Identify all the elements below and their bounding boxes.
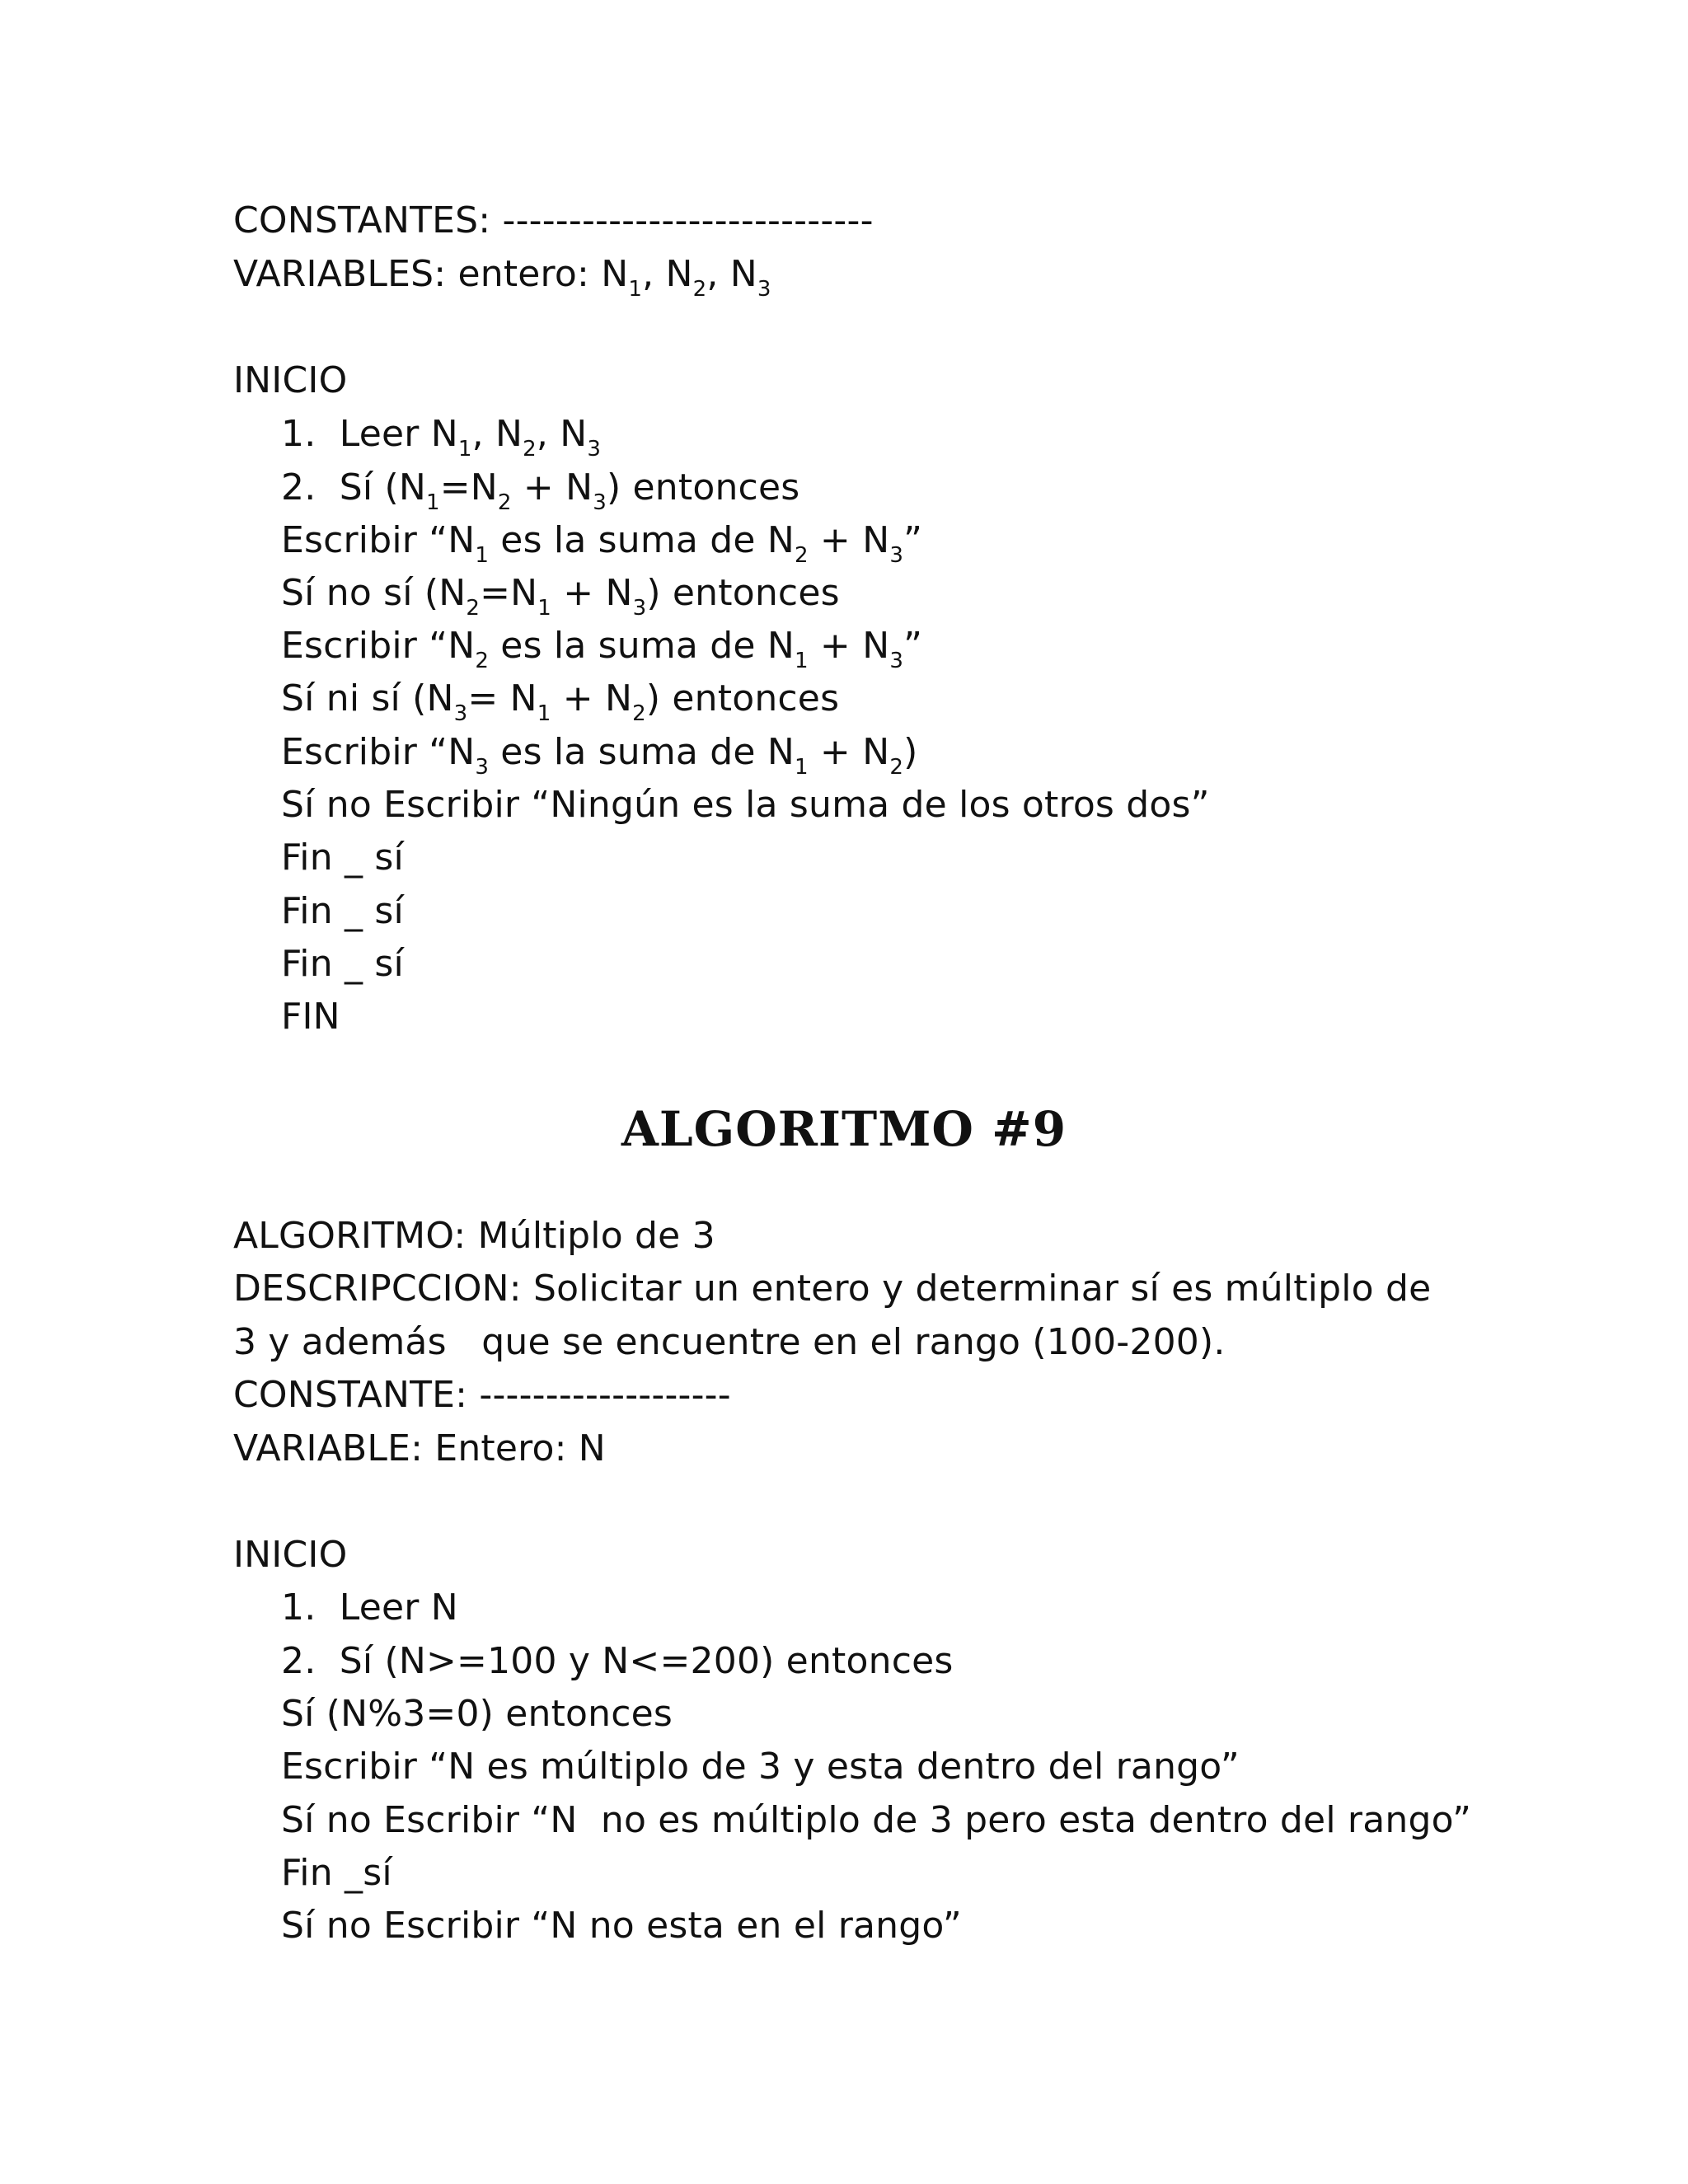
- escribir-multiplo-line: Escribir “N es múltiplo de 3 y esta dentro del rango”: [281, 1746, 1240, 1788]
- constante-line: CONSTANTE: -------------------: [233, 1374, 731, 1416]
- si-no-multiplo-line: Sí no Escribir “N no es múltiplo de 3 pero esta dentro del rango”: [281, 1799, 1472, 1841]
- descripcion-line-2: 3 y además que se encuentre en el rango (100-200).: [233, 1321, 1226, 1363]
- si-mod-line: Sí (N%3=0) entonces: [281, 1693, 673, 1735]
- fin-si-line-2: Fin _ sí: [281, 890, 404, 932]
- step-si: 2. Sí $(N_1=N_2 + N_3)$ entonces: [281, 466, 800, 515]
- escribir-line-3: Escribir “$N_3$ es la suma de $N_1 + N_2$): [281, 731, 918, 780]
- algoritmo-line: ALGORITMO: Múltiplo de 3: [233, 1215, 715, 1257]
- variable-line: VARIABLE: Entero: N: [233, 1427, 606, 1469]
- si-no-escribir-line: Sí no Escribir “Ningún es la suma de los otros dos”: [281, 784, 1210, 826]
- step-si-rango: 2. Sí (N>=100 y N<=200) entonces: [281, 1640, 954, 1682]
- inicio-heading: INICIO: [233, 359, 348, 401]
- si-ni-si-line: Sí ni sí $(N_3= N_1 + N_2)$ entonces: [281, 677, 840, 726]
- si-no-si-line: Sí no sí $(N_2=N_1 + N_3)$ entonces: [281, 572, 840, 621]
- escribir-line-2: Escribir “$N_2$ es la suma de $N_1 + N_3$”: [281, 625, 923, 673]
- inicio-heading-2: INICIO: [233, 1534, 348, 1576]
- fin-si-line-4: Fin _sí: [281, 1852, 392, 1894]
- variables-line: VARIABLES: entero: $N_1$, $N_2$, $N_3$: [233, 253, 771, 302]
- fin-si-line-1: Fin _ sí: [281, 837, 404, 879]
- escribir-line-1: Escribir “$N_1$ es la suma de $N_2 + N_3$”: [281, 519, 923, 568]
- fin-line: FIN: [281, 996, 340, 1038]
- si-no-rango-line: Sí no Escribir “N no esta en el rango”: [281, 1905, 962, 1947]
- step-leer-2: 1. Leer N: [281, 1586, 458, 1629]
- step-leer: 1. Leer $N_1$, $N_2$, $N_3$: [281, 413, 602, 462]
- algorithm-title: ALGORITMO #9: [621, 1101, 1067, 1157]
- fin-si-line-3: Fin _ sí: [281, 943, 404, 985]
- constantes-line: CONSTANTES: ----------------------------: [233, 199, 874, 241]
- descripcion-line-1: DESCRIPCCION: Solicitar un entero y determinar sí es múltiplo de: [233, 1268, 1432, 1310]
